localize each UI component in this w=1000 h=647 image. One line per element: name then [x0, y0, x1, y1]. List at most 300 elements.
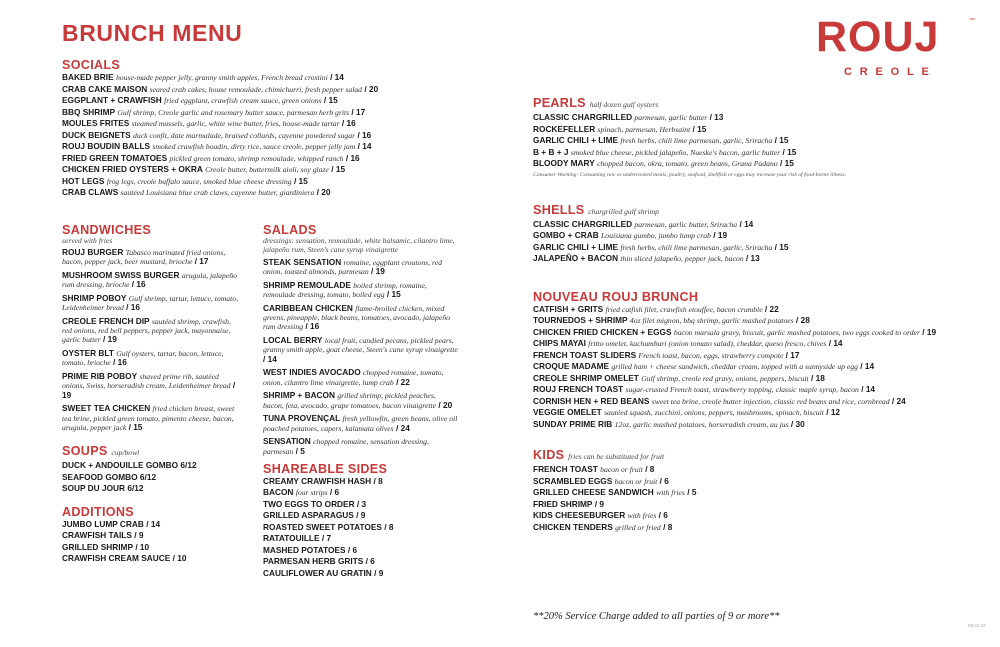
pearls-title: PEARLS [533, 96, 586, 110]
item-name: SCRAMBLED EGGS [533, 475, 613, 486]
menu-item [533, 476, 933, 488]
item-name: CHICKEN TENDERS [533, 521, 613, 532]
item-description: sugar-crusted French toast, strawberry topping, classic maple syrup, bacon [625, 385, 859, 394]
item-name: CORNISH HEN + RED BEANS [533, 395, 650, 406]
item-description: Gulf shrimp, creole red gravy, onions, peppers, biscuit [641, 373, 809, 383]
item-name: SHRIMP REMOULADE [263, 280, 351, 290]
menu-item [533, 396, 933, 408]
item-price: / 15 [774, 241, 789, 252]
item-price: / 16 [341, 118, 356, 128]
menu-item [263, 391, 458, 409]
item-price: 6/12 [127, 483, 144, 494]
nouveau-title: NOUVEAU ROUJ BRUNCH [533, 289, 699, 304]
item-name: BAKED BRIE [62, 72, 114, 82]
item-price: / 24 [395, 422, 410, 433]
menu-item [533, 326, 937, 339]
menu-item [533, 384, 933, 396]
item-price: / 16 [357, 129, 372, 140]
item-price: / 20 [438, 399, 453, 410]
kids-title: KIDS [533, 448, 565, 462]
service-charge-note: **20% Service Charge added to all parties of 9 or more** [533, 611, 780, 622]
menu-item [263, 487, 458, 499]
item-price: / 22 [764, 303, 779, 314]
item-description: 12oz, garlic mashed potatoes, horseradish cream, au jus [614, 419, 789, 429]
salads-heading [263, 223, 458, 237]
item-description: sweet tea brine, creole butter injection, classic red beans and rice, cornbread [651, 396, 890, 406]
menu-item [263, 304, 458, 332]
menu-item [533, 124, 933, 136]
item-description: seared crab cakes, house remoulade, chimichurri, fresh pepper salad [149, 84, 363, 94]
menu-item [62, 483, 242, 495]
item-name: CHIPS MAYAI [533, 338, 586, 348]
item-description: Gulf oysters, tartar, bacon, lettuce, tomato, brioche [62, 349, 224, 368]
salads-note: dressings: sensation, remoulade, white balsamic, cilantro lime, jalapeño rum, Steen's cane syrup vinaigrette [263, 236, 455, 254]
item-name: SOUP DU JOUR [62, 483, 126, 494]
item-name: PRIME RIB POBOY [62, 371, 138, 382]
menu-item [62, 317, 242, 345]
item-name: TWO EGGS TO ORDER [263, 498, 355, 509]
nouveau-heading [533, 290, 933, 304]
item-name: CRAWFISH TAILS [62, 530, 132, 541]
item-name: SWEET TEA CHICKEN [62, 403, 151, 414]
item-description: fried catfish filet, crawfish etouffee, bacon crumble [605, 304, 763, 314]
soups-note: cup/bowl [111, 448, 140, 458]
item-description: house-made pepper jelly, granny smith apples, French bread crostini [115, 73, 328, 82]
item-name: HOT LEGS [62, 175, 105, 186]
item-description: chopped romaine, tomato, onion, cilantro lime vinaigrette, lump crab [263, 368, 444, 387]
kids-heading [533, 448, 933, 464]
item-description: grilled or fried [615, 522, 661, 532]
menu-item [263, 545, 458, 557]
item-name: ROUJ FRENCH TOAST [533, 384, 624, 394]
item-description: frog legs, creole buffalo sauce, smoked blue cheese dressing [106, 176, 292, 186]
item-price: / 5 [687, 487, 697, 497]
item-name: CAULIFLOWER AU GRATIN [263, 567, 372, 578]
menu-item [263, 336, 458, 364]
shells-title: SHELLS [533, 202, 585, 217]
menu-item [62, 72, 462, 84]
item-description: sautéed squash, zucchini, onions, peppers, mushrooms, spinach, biscuit [604, 408, 824, 417]
item-price: / 14 [357, 141, 372, 151]
item-name: CRAB CAKE MAISON [62, 83, 148, 94]
menu-item [263, 556, 458, 568]
item-description: chopped bacon, okra, tomato, green beans, Grana Padano [597, 159, 778, 168]
menu-item [533, 315, 933, 327]
menu-item [263, 258, 458, 276]
menu-item [62, 519, 242, 531]
item-name: CROQUE MADAME [533, 361, 610, 371]
menu-item [533, 147, 933, 159]
menu-item [62, 164, 462, 176]
item-price: / 6 [329, 487, 340, 498]
item-name: GARLIC CHILI + LIME [533, 135, 619, 145]
item-price: / 19 [371, 266, 385, 277]
item-name: CARIBBEAN CHICKEN [263, 303, 353, 313]
item-price: / 8 [384, 521, 394, 532]
item-price: / 22 [396, 376, 410, 387]
item-price: / 17 [351, 106, 366, 117]
item-name: TUNA PROVENÇAL [263, 413, 341, 424]
item-price: / 15 [774, 135, 789, 145]
item-price: / 15 [692, 123, 707, 134]
menu-item [263, 414, 458, 432]
pearls-heading [533, 96, 933, 112]
item-name: ROASTED SWEET POTATOES [263, 521, 382, 532]
item-price: / 15 [293, 175, 308, 186]
menu-item [263, 368, 458, 386]
item-price: / 15 [128, 421, 143, 432]
item-description: bacon marsala gravy, biscuit, garlic mashed potatoes, two eggs cooked to order [673, 327, 920, 337]
additions-title: ADDITIONS [62, 504, 134, 519]
item-price: / 24 [891, 395, 906, 406]
menu-item [62, 271, 242, 289]
kids-note: fries can be substituted for fruit [568, 452, 665, 461]
menu-item [62, 153, 462, 165]
menu-item [533, 135, 933, 147]
item-description: fried chicken breast, sweet tea brine, pickled green tomato, pimento cheese, bacon, arugula, pepper jack [62, 404, 235, 432]
shells-heading [533, 203, 933, 219]
item-description: spinach, parmesan, Herbsaint [597, 124, 691, 134]
item-name: RATATOUILLE [263, 533, 320, 544]
item-description: with fries [656, 488, 685, 497]
menu-item [533, 487, 933, 499]
item-name: B + B + J [533, 146, 569, 157]
salads-title: SALADS [263, 223, 317, 237]
item-price: / 9 [374, 567, 384, 578]
item-price: / 14 [330, 72, 344, 82]
menu-item [62, 472, 242, 484]
menu-item [533, 112, 933, 124]
item-price: / 8 [373, 475, 383, 486]
item-name: GRILLED ASPARAGUS [263, 510, 354, 521]
item-name: CATFISH + GRITS [533, 303, 604, 314]
right-column [533, 96, 937, 533]
item-price: / 18 [810, 372, 825, 383]
item-description: Gulf shrimp, Creole garlic and rosemary butter sauce, parmesan herb grits [117, 107, 350, 117]
logo-word: ROUJ [816, 13, 940, 61]
item-price: / 14 [146, 518, 161, 529]
menu-item [62, 404, 242, 432]
menu-item [533, 419, 933, 431]
item-name: ROUJ BOUDIN BALLS [62, 141, 151, 151]
item-description: chopped romaine, sensation dressing, parmesan [263, 437, 429, 456]
item-name: FRIED SHRIMP [533, 498, 593, 509]
item-price: / 10 [172, 553, 187, 564]
item-description: flame-broiled chicken, mixed greens, pineapple, black beans, tomatoes, avocado, jalapeño rum dressing [263, 304, 450, 332]
item-name: ROCKEFELLER [533, 123, 596, 134]
item-name: ROUJ BURGER [62, 247, 124, 257]
item-description: fresh herbs, chili lime parmesan, garlic, Sriracha [620, 242, 773, 252]
item-description: smoked crawfish boudin, dirty rice, sauce creole, pepper jelly jam [152, 142, 356, 151]
menu-item [263, 522, 458, 534]
additions-heading [62, 505, 242, 519]
item-description: Gulf shrimp, tartar, lettuce, tomato, Leidenheimer bread [62, 294, 239, 313]
item-price: 6/12 [180, 460, 197, 471]
socials-heading [62, 58, 462, 72]
socials-title: SOCIALS [62, 58, 121, 72]
item-description: shaved prime rib, sautéed onions, Swiss, horseradish cream, Leidenheimer bread [62, 372, 231, 391]
menu-item [263, 510, 458, 522]
item-name: FRENCH TOAST [533, 464, 598, 474]
item-price: / 30 [790, 418, 805, 429]
item-name: CLASSIC CHARGRILLED [533, 112, 633, 122]
item-description: thin sliced jalapeño, pepper jack, bacon [620, 254, 744, 263]
item-description: local fruit, candied pecans, pickled pears, granny smith apple, goat cheese, Steen's cane syrup vinaigrette [263, 336, 458, 355]
item-description: sautéed shrimp, crawfish, red onions, red bell peppers, pepper jack, mayonnaise, garlic butter [62, 317, 231, 345]
item-name: DUCK + ANDOUILLE GOMBO [62, 460, 179, 471]
item-price: / 15 [386, 289, 401, 300]
item-price: / 8 [663, 521, 673, 532]
item-description: sautéed Louisiana blue crab claws, cayenne butter, giardiniera [120, 188, 315, 197]
menu-item [62, 553, 242, 565]
menu-item [62, 130, 462, 142]
menu-item [263, 437, 458, 455]
item-name: CRAWFISH CREAM SAUCE [62, 553, 171, 564]
item-description: 4oz filet mignon, bbq shrimp, garlic mashed potatoes [629, 316, 794, 325]
item-name: SENSATION [263, 436, 311, 447]
menu-item [62, 141, 462, 153]
item-name: CHICKEN FRIED CHICKEN + EGGS [533, 326, 672, 337]
item-description: bacon or fruit [600, 465, 643, 474]
rouj-creole-logo [816, 14, 978, 86]
item-price: / 15 [331, 164, 346, 174]
menu-item [62, 530, 242, 542]
item-price: / 16 [113, 357, 127, 368]
item-name: MASHED POTATOES [263, 544, 346, 555]
item-name: BLOODY MARY [533, 158, 595, 168]
menu-item [263, 476, 458, 488]
item-price: / 17 [194, 256, 209, 267]
logo-trademark: ™ [969, 18, 975, 24]
item-price: 6/12 [139, 471, 157, 482]
item-name: WEST INDIES AVOCADO [263, 367, 361, 378]
menu-item [263, 499, 458, 511]
item-price: / 9 [134, 530, 144, 541]
soups-title: SOUPS [62, 444, 108, 459]
menu-item [533, 253, 933, 265]
item-name: TOURNEDOS + SHRIMP [533, 315, 628, 325]
menu-item [533, 464, 933, 476]
item-description: Creole butter, buttermilk aioli, soy glaze [205, 165, 329, 174]
sandwiches-heading [62, 223, 242, 237]
item-name: GOMBO + CRAB [533, 230, 599, 240]
item-price: / 6 [659, 475, 669, 486]
item-name: CREAMY CRAWFISH HASH [263, 475, 372, 486]
item-name: LOCAL BERRY [263, 335, 323, 346]
item-name: CHICKEN FRIED OYSTERS + OKRA [62, 164, 203, 174]
item-name: DUCK BEIGNETS [62, 129, 131, 140]
menu-item [533, 304, 933, 316]
item-name: SHRIMP + BACON [263, 390, 335, 401]
item-price: / 14 [263, 353, 277, 364]
item-price: / 6 [365, 556, 375, 567]
item-name: STEAK SENSATION [263, 257, 342, 267]
item-price: / 16 [305, 321, 320, 332]
menu-item [263, 568, 458, 580]
item-name: CREOLE SHRIMP OMELET [533, 372, 639, 383]
pearls-note: half dozen gulf oysters [589, 100, 659, 109]
item-name: VEGGIE OMELET [533, 407, 602, 417]
sandwiches-title: SANDWICHES [62, 223, 152, 237]
shells-section [533, 203, 933, 265]
item-price: / 19 [102, 334, 117, 345]
sides-section [263, 462, 458, 580]
item-name: GARLIC CHILI + LIME [533, 241, 619, 252]
item-description: duck confit, date marmalade, braised collards, cayenne powdered sugar [133, 130, 356, 140]
menu-item [533, 361, 933, 373]
item-price: / 9 [356, 510, 366, 521]
item-description: fritto omelet, kachumbari (onion tomato salad), cheddar, queso fresco, chives [588, 339, 827, 348]
item-description: Louisiana gumbo, jumbo lump crab [601, 231, 711, 240]
item-price: / 16 [345, 152, 360, 163]
item-price: / 16 [131, 279, 146, 290]
item-price: / 9 [594, 498, 605, 509]
item-description: parmesan, garlic butter, Sriracha [634, 219, 738, 229]
item-price: / 19 [922, 326, 937, 337]
sandwiches-note: served with fries [62, 236, 113, 245]
item-price: / 10 [135, 541, 150, 552]
menu-item [62, 187, 462, 199]
item-description: steamed mussels, garlic, white wine butter, fries, house-made tartar [131, 119, 340, 128]
item-name: BBQ SHRIMP [62, 106, 116, 117]
item-name: CREOLE FRENCH DIP [62, 316, 150, 326]
logo-subtitle: CREOLE [844, 66, 937, 78]
socials-column [62, 58, 462, 199]
item-price: / 13 [709, 112, 724, 122]
menu-item [533, 219, 933, 231]
menu-item [533, 338, 933, 350]
item-price: / 6 [658, 510, 668, 520]
menu-item [62, 176, 462, 188]
item-price: / 14 [828, 338, 843, 348]
item-price: / 14 [860, 361, 875, 371]
menu-item [533, 522, 933, 534]
item-name: JALAPEÑO + BACON [533, 253, 619, 263]
item-description: fresh yellowfin, green beans, olive oil poached potatoes, capers, kalamata olives [263, 414, 458, 433]
menu-item [533, 373, 933, 385]
item-name: SUNDAY PRIME RIB [533, 418, 613, 429]
item-description: fresh herbs, chili lime parmesan, garlic, Sriracha [620, 136, 773, 145]
item-name: CRAB CLAWS [62, 187, 119, 197]
item-price: / 6 [347, 544, 358, 555]
item-name: CLASSIC CHARGRILLED [533, 218, 633, 229]
item-description: arugula, jalapeño rum dressing, brioche [62, 271, 237, 290]
item-name: JUMBO LUMP CRAB [62, 518, 144, 529]
kids-section [533, 448, 933, 533]
item-description: fried eggplant, crawfish cream sauce, green onions [164, 96, 322, 105]
menu-item [533, 499, 933, 511]
middle-column [263, 223, 458, 579]
socials-section [62, 58, 462, 199]
additions-section [62, 505, 242, 565]
item-description: grilled ham + cheese sandwich, cheddar cream, topped with a sunnyside up egg [611, 362, 858, 371]
menu-item [62, 460, 242, 472]
item-price: / 7 [321, 533, 332, 544]
item-description: boiled shrimp, romaine, remoulade dressing, tomato, boiled egg [263, 281, 427, 300]
item-description: four strips [295, 488, 328, 498]
item-name: GRILLED SHRIMP [62, 541, 133, 552]
item-price: / 14 [739, 218, 754, 229]
item-price: / 8 [645, 464, 655, 474]
menu-item [62, 107, 462, 119]
menu-item [62, 248, 242, 266]
page-code: 09.01.22 [968, 623, 986, 628]
item-description: grilled shrimp, pickled peaches, bacon, feta, avocado, grape tomatoes, bacon vinaigrette [263, 391, 437, 410]
item-price: / 20 [364, 83, 379, 94]
menu-item [533, 242, 933, 254]
item-price: / 14 [861, 384, 876, 394]
left-column [62, 223, 242, 565]
item-price: / 28 [796, 315, 810, 325]
item-price: / 12 [826, 407, 841, 417]
item-description: romaine, eggplant croutons, red onion, toasted almonds, parmesan [263, 258, 442, 277]
item-price: / 13 [745, 253, 760, 263]
sandwiches-section [62, 223, 242, 432]
item-description: parmesan, garlic butter [634, 113, 708, 122]
menu-item [62, 542, 242, 554]
menu-item [62, 84, 462, 96]
shells-note: chargrilled gulf shrimp [588, 206, 659, 216]
item-name: OYSTER BLT [62, 348, 114, 359]
item-name: SHRIMP POBOY [62, 293, 127, 303]
item-name: MUSHROOM SWISS BURGER [62, 270, 180, 280]
menu-item [62, 372, 242, 400]
item-price: / 16 [126, 302, 140, 313]
menu-item [263, 533, 458, 545]
consumer-warning: Consumer Warning: Consuming raw or undercooked meats, poultry, seafood, shellfish or eggs may increase your risk of food-borne illness. [533, 171, 846, 178]
item-price: / 5 [295, 445, 305, 456]
item-price: / 15 [782, 146, 797, 157]
menu-item [62, 294, 242, 312]
item-name: KIDS CHEESEBURGER [533, 510, 626, 520]
item-price: / 19 [62, 380, 236, 400]
item-name: FRENCH TOAST SLIDERS [533, 349, 637, 360]
item-description: smoked blue cheese, pickled jalapeño, Nueske's bacon, garlic butter [570, 147, 781, 157]
salads-section [263, 223, 458, 456]
item-description: Tabasco marinated fried onions, bacon, pepper jack, beer mustard, brioche [62, 248, 226, 267]
item-price: / 15 [323, 95, 338, 105]
item-price: / 17 [785, 349, 800, 360]
menu-item [533, 407, 933, 419]
item-name: GRILLED CHEESE SANDWICH [533, 487, 654, 497]
menu-item [533, 158, 933, 170]
menu-item [62, 349, 242, 367]
item-price: / 19 [713, 230, 728, 240]
menu-title: BRUNCH MENU [62, 20, 243, 46]
item-description: bacon or fruit [614, 476, 658, 486]
soups-section [62, 444, 242, 495]
menu-item [263, 281, 458, 299]
pearls-section [533, 96, 933, 179]
menu-item [62, 118, 462, 130]
item-description: with fries [627, 511, 657, 520]
item-name: FRIED GREEN TOMATOES [62, 152, 168, 163]
menu-item [533, 230, 933, 242]
item-price: / 3 [356, 498, 367, 509]
nouveau-section [533, 289, 937, 431]
item-name: SEAFOOD GOMBO [62, 471, 138, 482]
menu-item [62, 95, 462, 107]
item-name: MOULES FRITES [62, 118, 130, 128]
menu-item [533, 510, 933, 522]
item-name: EGGPLANT + CRAWFISH [62, 95, 162, 105]
item-description: pickled green tomato, shrimp remoulade, whipped ranch [169, 153, 344, 163]
item-name: PARMESAN HERB GRITS [263, 556, 364, 567]
sides-title: SHAREABLE SIDES [263, 461, 388, 476]
item-description: French toast, bacon, eggs, strawberry compote [638, 350, 784, 360]
menu-item [533, 350, 933, 362]
sides-heading [263, 462, 458, 476]
